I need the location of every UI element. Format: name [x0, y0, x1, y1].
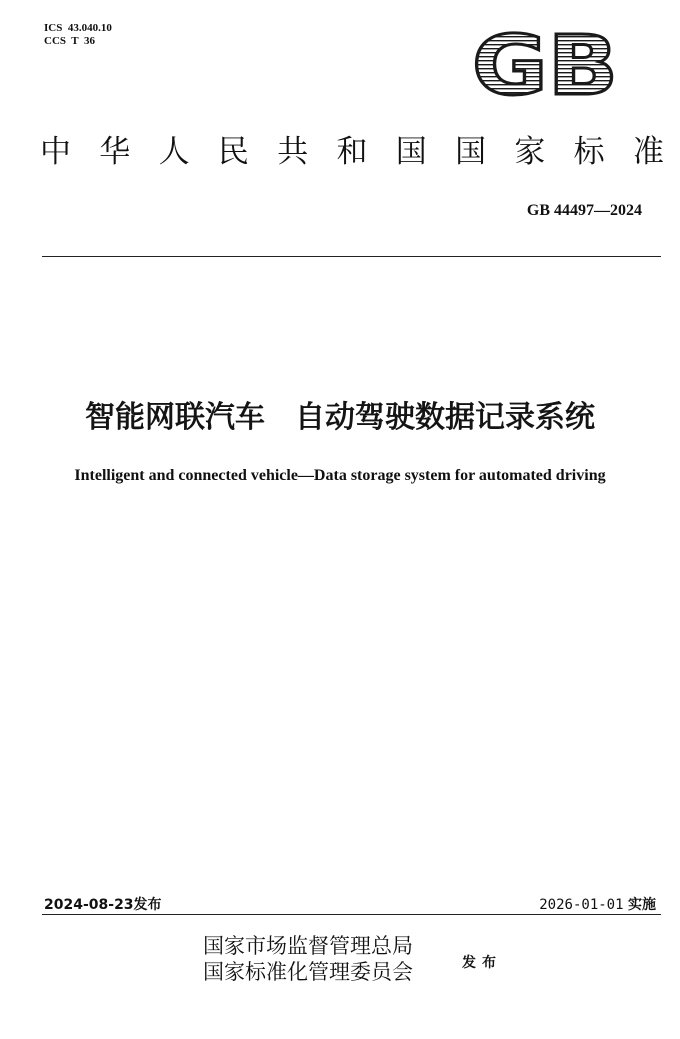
- publish-label: 发布: [462, 955, 502, 971]
- national-title-char: 和: [336, 134, 368, 170]
- issuer-samr: 国家市场监督管理总局: [203, 934, 413, 958]
- national-title-char: 民: [217, 134, 249, 170]
- national-title-char: 标: [573, 134, 605, 170]
- ics-code: ICS 43.040.10: [44, 22, 112, 34]
- national-title-char: 华: [99, 134, 131, 170]
- national-title-char: 中: [40, 134, 71, 170]
- classification-codes: [44, 22, 112, 48]
- national-title-char: 人: [158, 134, 190, 170]
- implementation-date: [539, 894, 656, 914]
- document-title-english: Intelligent and connected vehicle—Data storage system for automated driving: [74, 467, 606, 484]
- national-title-char: 国: [455, 134, 487, 170]
- national-title-char: 共: [277, 134, 309, 170]
- national-title-char: 国: [395, 134, 427, 170]
- issue-date: 2024-08-23发布: [44, 897, 162, 913]
- national-standard-title: [40, 132, 664, 172]
- svg-text:GB: GB: [472, 24, 618, 100]
- ccs-code: CCS T 36: [44, 35, 95, 47]
- issuing-authorities: [203, 933, 413, 985]
- bottom-divider: [42, 914, 661, 915]
- document-title-chinese: 智能网联汽车 自动驾驶数据记录系统: [85, 400, 595, 435]
- national-title-char: 准: [632, 134, 664, 170]
- implementation-label: 实施: [628, 897, 656, 913]
- national-title-char: 家: [514, 134, 546, 170]
- top-divider: [42, 256, 661, 257]
- gb-logo-icon: [470, 24, 622, 100]
- issuer-sac: 国家标准化管理委员会: [203, 960, 413, 984]
- standard-number: GB 44497—2024: [526, 202, 642, 219]
- implementation-date-value: 2026-01-01: [539, 897, 624, 913]
